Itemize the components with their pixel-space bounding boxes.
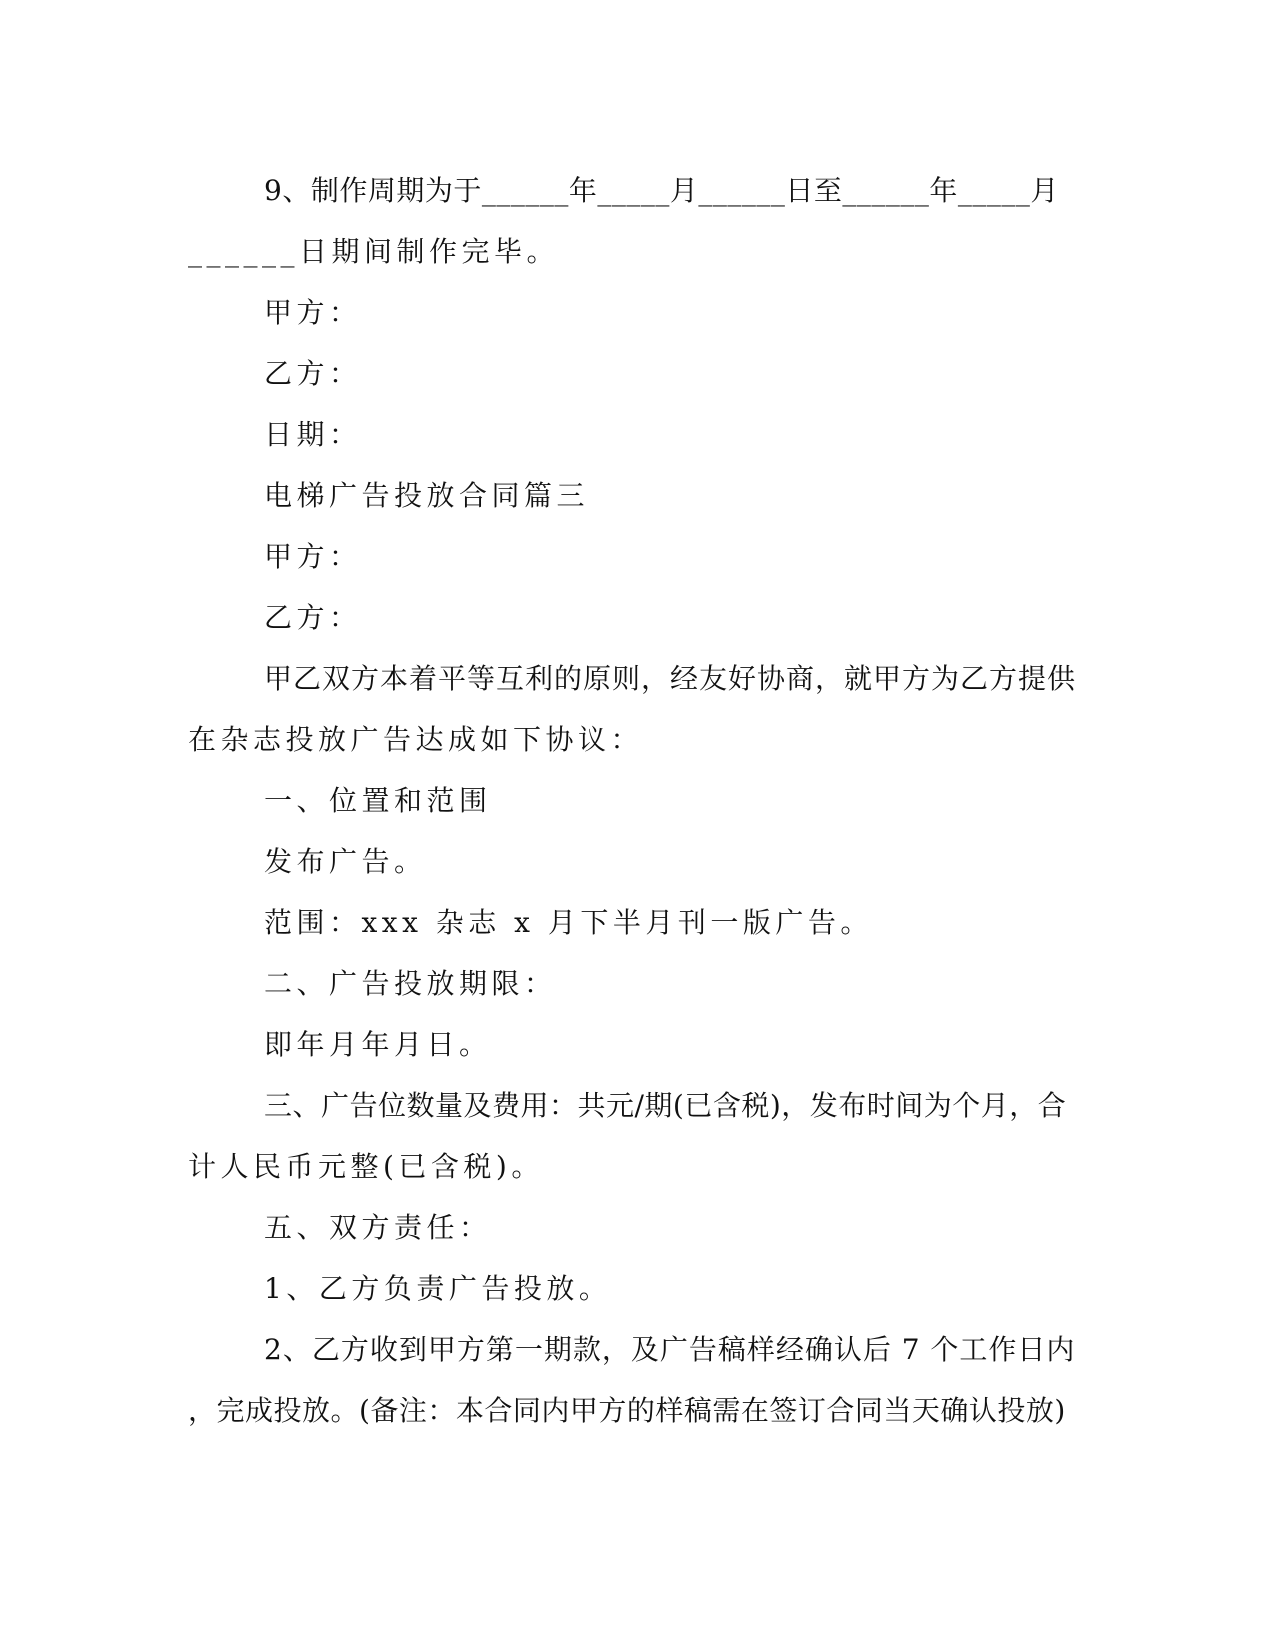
paragraph-line: 9、制作周期为于______年_____月______日至______年_____月 — [264, 174, 1059, 207]
paragraph-line: 1、乙方负责广告投放。 — [264, 1272, 612, 1305]
clause-heading: 五、双方责任： — [264, 1211, 492, 1244]
clause-heading: 三、广告位数量及费用：共元/期(已含税)，发布时间为个月，合 — [264, 1089, 1067, 1122]
clause-heading: 一、位置和范围 — [264, 784, 492, 817]
paragraph-line: 发布广告。 — [264, 845, 427, 878]
party-a-label: 甲方： — [264, 540, 362, 573]
paragraph-line: 2、乙方收到甲方第一期款，及广告稿样经确认后 7 个工作日内 — [264, 1333, 1076, 1366]
paragraph-line: 计人民币元整(已含税)。 — [188, 1150, 544, 1183]
paragraph-line: 范围：xxx 杂志 x 月下半月刊一版广告。 — [264, 906, 873, 939]
paragraph-line: ______日期间制作完毕。 — [188, 235, 560, 268]
paragraph-line: ，完成投放。(备注：本合同内甲方的样稿需在签订合同当天确认投放) — [188, 1394, 1066, 1427]
section-title: 电梯广告投放合同篇三 — [264, 479, 590, 512]
date-label: 日期： — [264, 418, 362, 451]
paragraph-line: 即年月年月日。 — [264, 1028, 492, 1061]
clause-heading: 二、广告投放期限： — [264, 967, 557, 1000]
party-b-label: 乙方： — [264, 601, 362, 634]
document-body — [188, 160, 1078, 1441]
paragraph-line: 在杂志投放广告达成如下协议： — [188, 723, 644, 756]
party-b-label: 乙方： — [264, 357, 362, 390]
paragraph-line: 甲乙双方本着平等互利的原则，经友好协商，就甲方为乙方提供 — [264, 662, 1077, 695]
party-a-label: 甲方： — [264, 296, 362, 329]
